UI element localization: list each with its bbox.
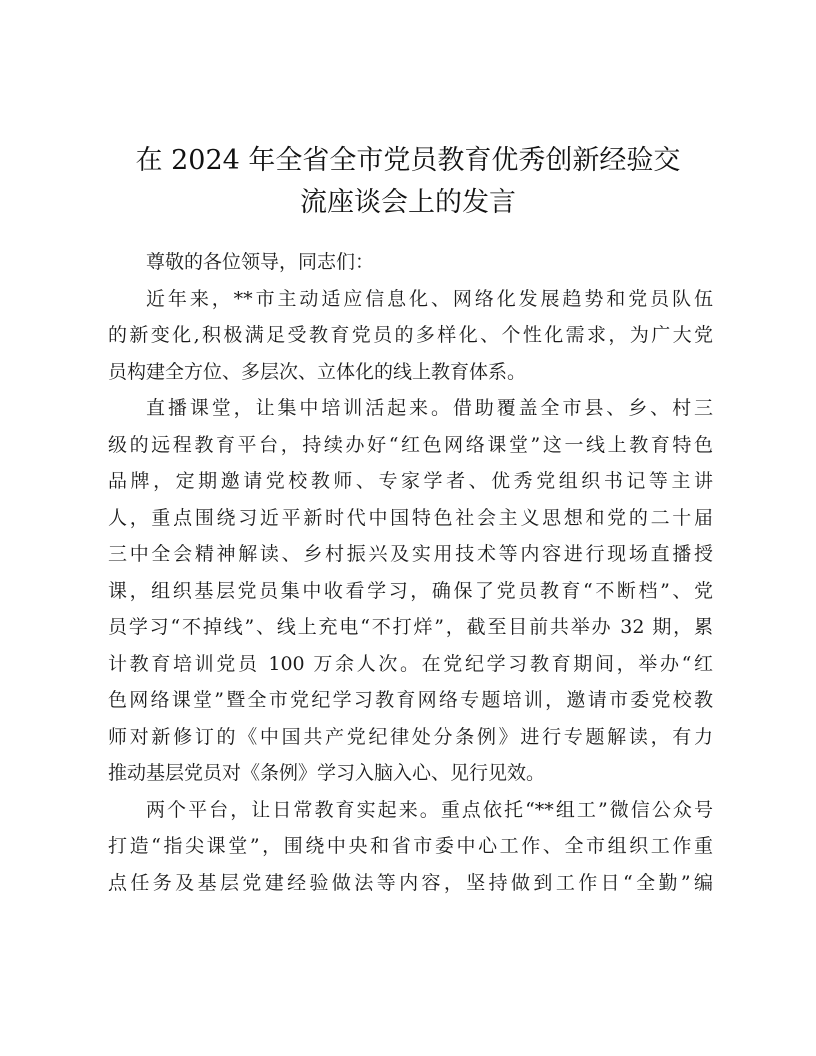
text-line: 直播课堂，让集中培训活起来。借助覆盖全市县、乡、村三 — [146, 397, 713, 419]
text-line: 三中全会精神解读、乡村振兴及实用技术等内容进行现场直播授 — [108, 543, 713, 565]
text-line: 人，重点围绕习近平新时代中国特色社会主义思想和党的二十届 — [108, 506, 713, 529]
text-line: 推动基层党员对《条例》学习入脑入心、见行见效。 — [108, 762, 546, 784]
text-line: 点任务及基层党建经验做法等内容，坚持做到工作日“全勤”编 — [108, 871, 713, 894]
text-line: 两个平台，让日常教育实起来。重点依托“**组工”微信公众号 — [146, 798, 713, 821]
text-line: 尊敬的各位领导，同志们： — [146, 251, 375, 273]
text-line: 计教育培训党员 100 万余人次。在党纪学习教育期间，举办“红 — [108, 652, 713, 675]
text-line: 色网络课堂”暨全市党纪学习教育网络专题培训，邀请市委党校教 — [108, 689, 713, 711]
text-line: 课，组织基层党员集中收看学习，确保了党员教育“不断档”、党 — [108, 579, 713, 602]
text-line: 打造“指尖课堂”，围绕中央和省市委中心工作、全市组织工作重 — [108, 835, 713, 857]
text-line: 近年来，**市主动适应信息化、网络化发展趋势和党员队伍 — [146, 287, 713, 310]
text-line: 员构建全方位、多层次、立体化的线上教育体系。 — [108, 360, 527, 383]
text-line: 品牌，定期邀请党校教师、专家学者、优秀党组织书记等主讲 — [108, 470, 713, 492]
title-line-1: 在 2024 年全省全市党员教育优秀创新经验交 — [135, 145, 681, 176]
text-line: 师对新修订的《中国共产党纪律处分条例》进行专题解读，有力 — [108, 725, 713, 748]
document-title — [108, 140, 708, 224]
title-line-2: 流座谈会上的发言 — [300, 187, 516, 218]
intro-paragraph — [108, 281, 713, 391]
salutation-paragraph — [108, 244, 713, 281]
two-platforms-paragraph — [108, 792, 713, 902]
live-class-paragraph — [108, 390, 713, 792]
text-line: 员学习“不掉线”、线上充电“不打烊”，截至目前共举办 32 期，累 — [108, 616, 713, 638]
document-body — [108, 244, 713, 901]
text-line: 的新变化,积极满足受教育党员的多样化、个性化需求，为广大党 — [108, 324, 713, 346]
text-line: 级的远程教育平台，持续办好“红色网络课堂”这一线上教育特色 — [108, 433, 713, 456]
